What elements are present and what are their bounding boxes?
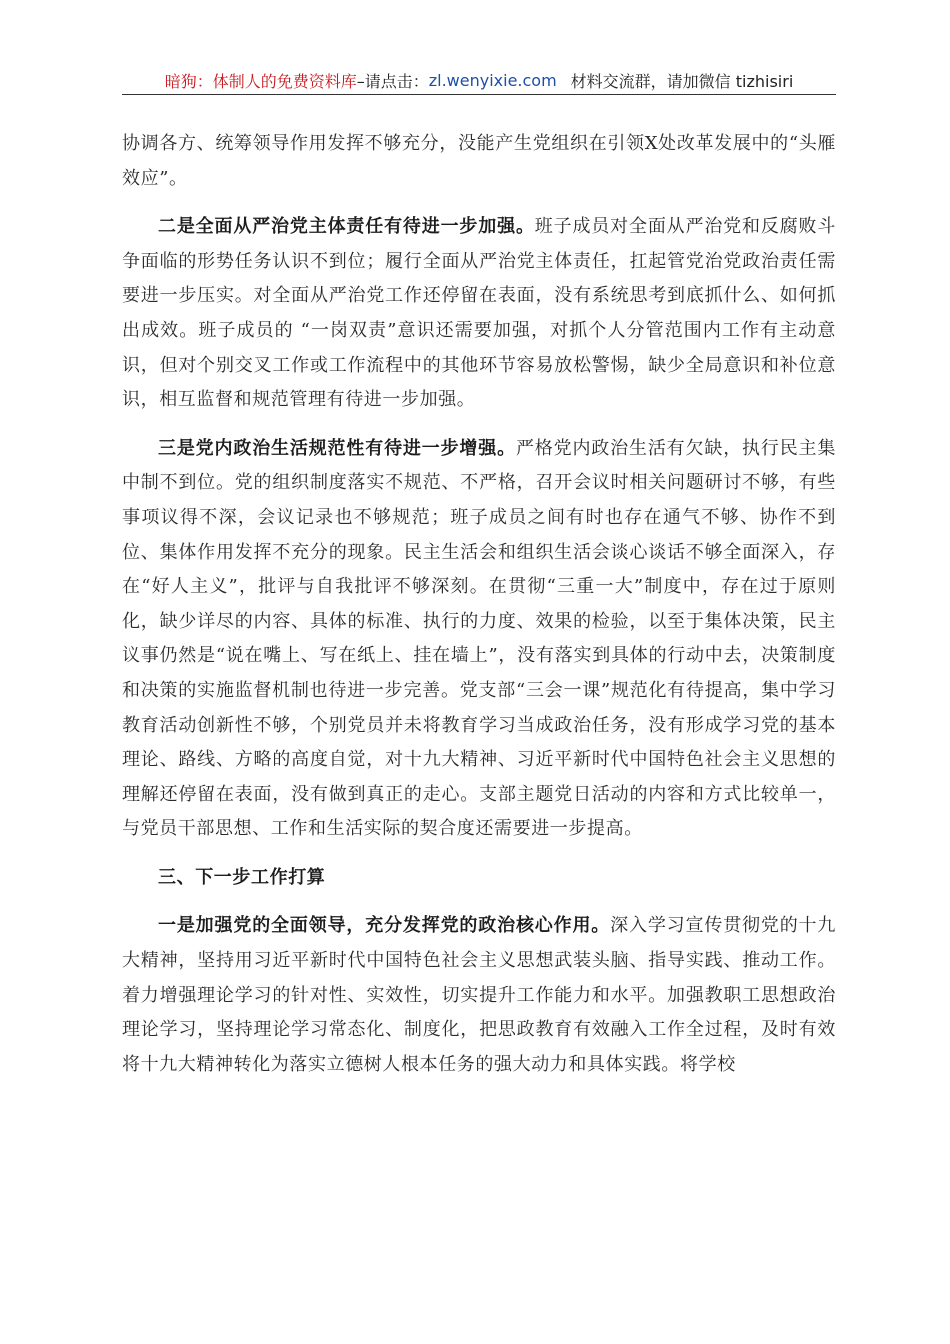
paragraph-responsibility-title: 二是全面从严治党主体责任有待进一步加强。 [158, 216, 535, 238]
paragraph-political-life [122, 432, 836, 847]
header-divider [122, 94, 836, 95]
paragraph-leadership-body: 深入学习宣传贯彻党的十九大精神，坚持用习近平新时代中国特色社会主义思想武装头脑、指导实践、推动工作。着力增强理论学习的针对性、实效性，切实提升工作能力和水平。加强教职工思想政治理论学习，坚持理论学习常态化、制度化，把思政教育有效融入工作全过程，及时有效将十九大精神转化为落实立德树人根本任务的强大动力和具体实践。将学校 [122, 915, 836, 1075]
paragraph-continuation-text: 协调各方、统筹领导作用发挥不够充分，没能产生党组织在引领X处改革发展中的“头雁效应”。 [122, 133, 836, 189]
document-body [122, 127, 836, 1096]
header-link[interactable]: zl.wenyixie.com [428, 70, 557, 90]
page-header [122, 66, 836, 94]
paragraph-continuation [122, 127, 836, 196]
header-separator: –请点击： [356, 71, 429, 91]
paragraph-political-life-title: 三是党内政治生活规范性有待进一步增强。 [158, 437, 516, 459]
paragraph-responsibility [122, 210, 836, 418]
paragraph-leadership-title: 一是加强党的全面领导，充分发挥党的政治核心作用。 [158, 915, 611, 937]
section-heading: 三、下一步工作打算 [158, 866, 326, 888]
paragraph-responsibility-body: 班子成员对全面从严治党和反腐败斗争面临的形势任务认识不到位；履行全面从严治党主体责任，扛起管党治党政治责任需要进一步压实。对全面从严治党工作还停留在表面，没有系统思考到底抓什么、如何抓出成效。班子成员的 “一岗双责”意识还需要加强，对抓个人分管范围内工作有主动意识，但对个别交叉工作或工作流程中的其他环节容易放松警惕，缺少全局意识和补位意识，相互监督和规范管理有待进一步加强。 [122, 216, 836, 411]
header-contact: 材料交流群，请加微信 tizhisiri [570, 71, 794, 91]
paragraph-leadership [122, 909, 836, 1082]
header-brand: 暗狗：体制人的免费资料库 [164, 71, 357, 91]
paragraph-political-life-body: 严格党内政治生活有欠缺，执行民主集中制不到位。党的组织制度落实不规范、不严格，召开会议时相关问题研讨不够，有些事项议得不深，会议记录也不够规范；班子成员之间有时也存在通气不够、协作不到位、集体作用发挥不充分的现象。民主生活会和组织生活会谈心谈话不够全面深入，存在“好人主义”，批评与自我批评不够深刻。在贯彻“三重一大”制度中，存在过于原则化，缺少详尽的内容、具体的标准、执行的力度、效果的检验，以至于集体决策，民主议事仍然是“说在嘴上、写在纸上、挂在墙上”，没有落实到具体的行动中去，决策制度和决策的实施监督机制也待进一步完善。党支部“三会一课”规范化有待提高，集中学习教育活动创新性不够，个别党员并未将教育学习当成政治任务，没有形成学习党的基本理论、路线、方略的高度自觉，对十九大精神、习近平新时代中国特色社会主义思想的理解还停留在表面，没有做到真正的走心。支部主题党日活动的内容和方式比较单一，与党员干部思想、工作和生活实际的契合度还需要进一步提高。 [122, 437, 836, 840]
